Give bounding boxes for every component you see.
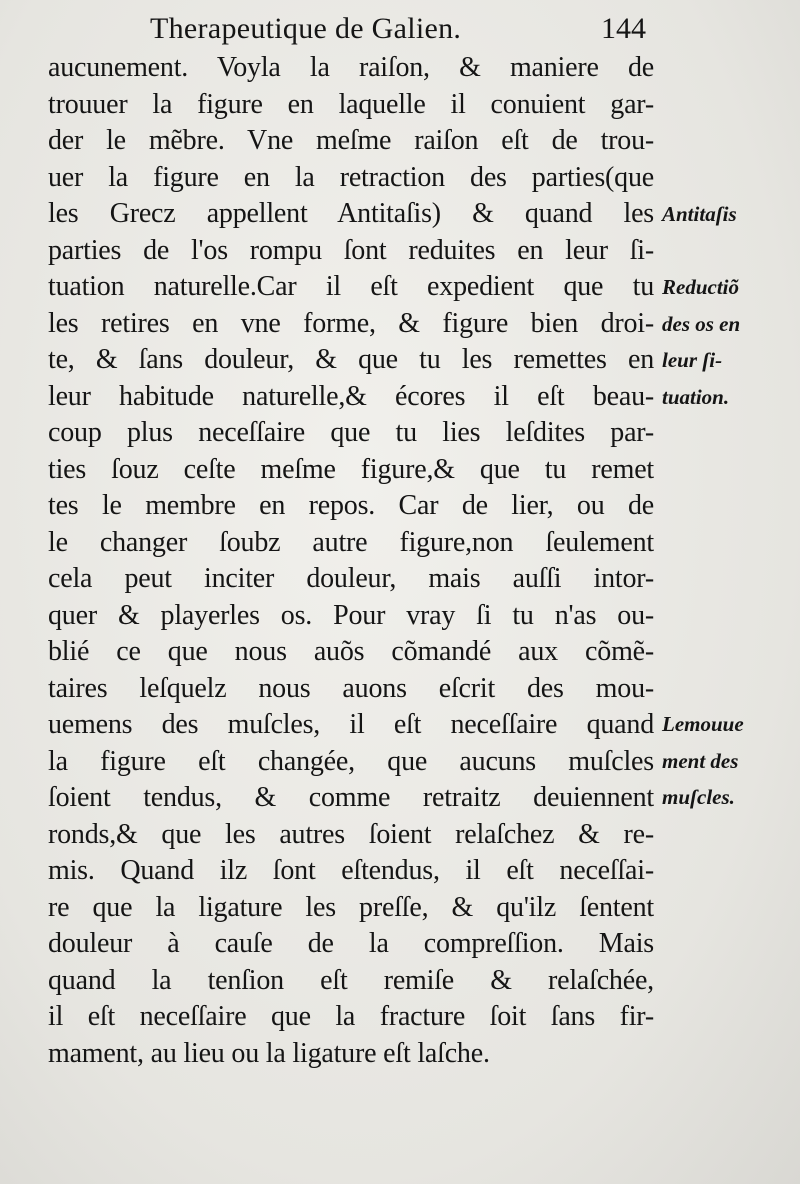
text-line: leur habitude naturelle,& écores il eſt beau- bbox=[48, 380, 654, 412]
text-line: le changer ſoubz autre figure,non ſeulement bbox=[48, 526, 654, 558]
margin-note-line: tuation. bbox=[662, 384, 730, 409]
margin-note-line: Reductiõ bbox=[662, 275, 739, 299]
text-line: douleur à cauſe de la compreſſion. Mais bbox=[48, 928, 654, 959]
text-line: trouuer la figure en laquelle il conuient gar- bbox=[48, 88, 654, 120]
margin-note-line: Lemouue bbox=[662, 712, 744, 736]
text-line: quer & playerles os. Pour vray ſi tu n'as ou- bbox=[48, 599, 654, 631]
page-number: 144 bbox=[601, 12, 646, 45]
margin-note-muscles bbox=[662, 706, 796, 816]
text-line: coup plus neceſſaire que tu lies leſdites par- bbox=[48, 417, 654, 448]
margin-note-reduction bbox=[662, 269, 796, 415]
text-line: cela peut inciter douleur, mais auſſi intor- bbox=[48, 563, 654, 594]
text-line: ronds,& que les autres ſoient relaſchez & re- bbox=[48, 818, 654, 850]
page-header bbox=[150, 10, 650, 48]
text-line: mis. Quand ilz ſont eſtendus, il eſt neceſſai- bbox=[48, 855, 654, 886]
text-line: blié ce que nous auõs cõmandé aux cõmẽ- bbox=[48, 636, 654, 667]
text-line: taires leſquelz nous auons eſcrit des mou- bbox=[48, 672, 654, 704]
text-line: ſoient tendus, & comme retraitz deuiennent bbox=[48, 782, 654, 813]
text-line: la figure eſt changée, que aucuns muſcles bbox=[48, 745, 654, 777]
body-text bbox=[48, 50, 654, 1072]
text-line: les Grecz appellent Antitaſis) & quand les bbox=[48, 198, 654, 229]
text-line: uer la figure en la retraction des parties(que bbox=[48, 161, 654, 193]
text-line: tuation naturelle.Car il eſt expedient que tu bbox=[48, 271, 654, 302]
text-line: der le mẽbre. Vne meſme raiſon eſt de trou- bbox=[48, 125, 654, 156]
margin-note-antitasis bbox=[662, 196, 796, 233]
text-line: les retires en vne forme, & figure bien droi- bbox=[48, 307, 654, 339]
text-line: re que la ligature les preſſe, & qu'ilz ſentent bbox=[48, 891, 654, 923]
text-line: aucunement. Voyla la raiſon, & maniere de bbox=[48, 52, 654, 83]
text-line: ties ſouz ceſte meſme figure,& que tu remet bbox=[48, 453, 654, 485]
text-line: quand la tenſion eſt remiſe & relaſchée, bbox=[48, 964, 654, 996]
margin-note-line: Antitaſis bbox=[662, 202, 737, 226]
text-line: mament, au lieu ou la ligature eſt laſche. bbox=[48, 1037, 490, 1069]
text-line: tes le membre en repos. Car de lier, ou de bbox=[48, 490, 654, 521]
margin-note-line: leur ſi- bbox=[662, 348, 723, 372]
text-line: il eſt neceſſaire que la fracture ſoit ſans fir- bbox=[48, 1001, 654, 1032]
text-line: parties de l'os rompu ſont reduites en leur ſi- bbox=[48, 234, 654, 266]
text-line: uemens des muſcles, il eſt neceſſaire quand bbox=[48, 709, 654, 740]
margin-note-line: ment des bbox=[662, 748, 739, 773]
margin-note-line: des os en bbox=[662, 311, 741, 336]
text-line: te, & ſans douleur, & que tu les remettes en bbox=[48, 344, 654, 375]
margin-note-line: muſcles. bbox=[662, 785, 735, 809]
running-title: Therapeutique de Galien. bbox=[150, 12, 462, 45]
